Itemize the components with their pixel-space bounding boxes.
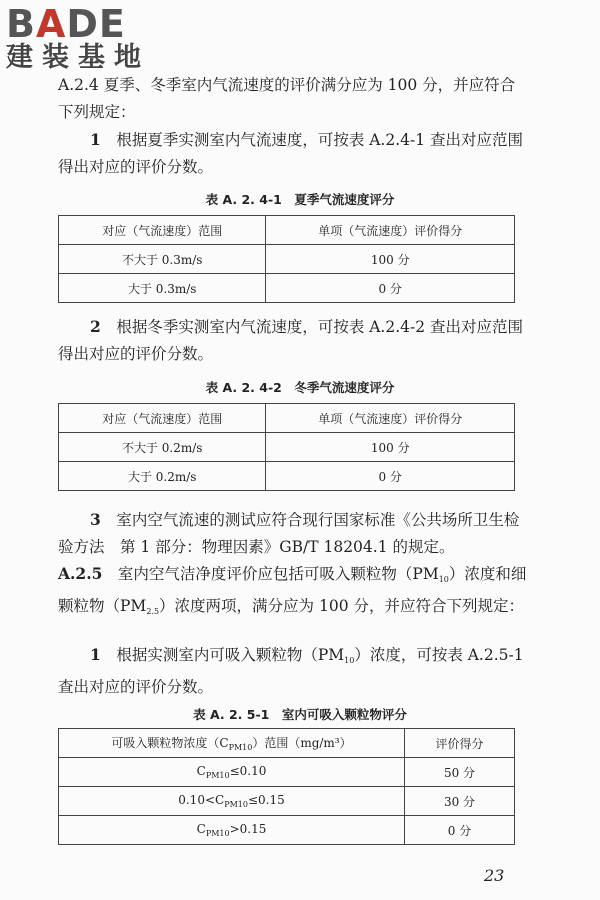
paragraph-a25-item1: 1 根据实测室内可吸入颗粒物$(PM_{10})$浓度，可按表 A.2.5-1查出对应的评价分数。 (58, 645, 524, 696)
paragraph-a24-item3: 3 室内空气流速的测试应符合现行国家标准《公共场所卫生检验方法 第 1 部分：物理因素》GB/T 18204.1 的规定。 (58, 510, 520, 556)
paragraph-a24-item1: 1 根据夏季实测室内气流速度，可按表 A.2.4-1 查出对应范围得出对应的评价分数。 (58, 130, 524, 176)
table-header: 单项（气流速度）评价得分 (266, 216, 515, 245)
table-header: 对应（气流速度）范围 (59, 216, 266, 245)
paragraph-a24: A.2.4 夏季、冬季室内气流速度的评价满分应为 100 分，并应符合下列规定： (58, 76, 516, 121)
table-caption-a251: 表 A. 2. 5-1 室内可吸入颗粒物评分 (193, 707, 407, 722)
table-caption-a241: 表 A. 2. 4-1 夏季气流速度评分 (205, 192, 395, 207)
table-header: 可吸入颗粒物浓度$(C_{PM10})$范围（mg/m³） (59, 729, 405, 758)
table-row: 不大于 0.3m/s 100 分 (59, 245, 515, 274)
watermark-logo: BADE 建装基地 (6, 2, 150, 73)
table-header: 单项（气流速度）评价得分 (266, 404, 515, 433)
paragraph-a24-item2: 2 根据冬季实测室内气流速度，可按表 A.2.4-2 查出对应范围得出对应的评价分数。 (58, 317, 524, 363)
page-number: 23 (484, 866, 505, 885)
table-row: $0.10<C_{PM10}\le 0.15$ 30 分 (59, 787, 515, 816)
table-row: 不大于 0.2m/s 100 分 (59, 433, 515, 462)
table-header: 评价得分 (405, 729, 515, 758)
table-header: 对应（气流速度）范围 (59, 404, 266, 433)
table-row: 大于 0.2m/s 0 分 (59, 462, 515, 491)
table-a242 (58, 403, 515, 491)
table-a251 (58, 728, 515, 845)
table-a241 (58, 215, 515, 303)
table-row: 大于 0.3m/s 0 分 (59, 274, 515, 303)
paragraph-a25: A.2.5 室内空气洁净度评价应包括可吸入颗粒物$(PM_{10})$浓度和细颗粒物$(PM_{2.5})$浓度两项，满分应为 100 分，并应符合下列规定： (58, 564, 527, 616)
table-caption-a242: 表 A. 2. 4-2 冬季气流速度评分 (205, 380, 395, 395)
table-row: $C_{PM10}\le 0.10$ 50 分 (59, 758, 515, 787)
table-row: $C_{PM10}>0.15$ 0 分 (59, 816, 515, 845)
